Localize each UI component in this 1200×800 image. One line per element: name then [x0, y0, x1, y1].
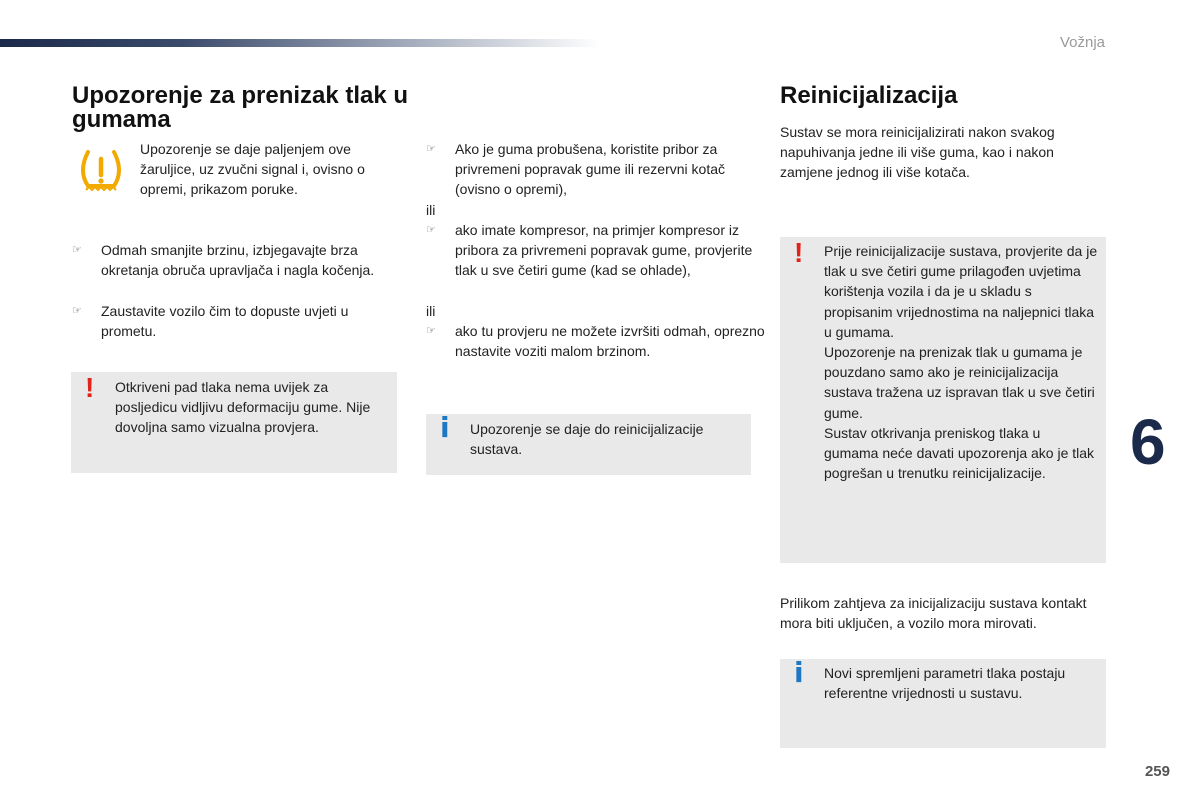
warning-paragraph: Prije reinicijalizacije sustava, provjerite da je tlak u sve četiri gume prilagođen uvjetima korištenja vozila i da je u skladu s propisanim vrijednostima na naljepnici tlaka u gumama. — [824, 243, 1098, 340]
exclamation-icon: ! — [794, 237, 804, 268]
bullet-text: Odmah smanjite brzinu, izbjegavajte brza okretanja obruča upravljača i nagla kočenja. — [101, 242, 375, 279]
info-icon: i — [794, 656, 804, 689]
right-section-title: Reinicijalizacija — [780, 82, 958, 109]
bullet-text: Ako je guma probušena, koristite pribor za privremeni popravak gume ili rezervni kotač (ovisno o opremi), — [455, 141, 725, 198]
list-item — [426, 139, 765, 200]
or-text: ili — [426, 303, 436, 319]
header-gradient-bar — [0, 39, 600, 47]
bullet-text: Zaustavite vozilo čim to dopuste uvjeti u prometu. — [101, 303, 349, 340]
list-item — [426, 220, 765, 281]
info-icon: i — [440, 411, 450, 444]
or-text: ili — [426, 202, 436, 218]
warning-note-text: Otkriveni pad tlaka nema uvijek za posljedicu vidljivu deformaciju gume. Nije dovoljna samo vizualna provjera. — [115, 379, 371, 436]
warning-note — [71, 372, 397, 473]
left-section-title: Upozorenje za prenizak tlak u gumama — [72, 82, 409, 133]
list-item — [72, 240, 401, 280]
warning-note-text — [824, 241, 1098, 483]
section-name: Vožnja — [1059, 34, 1105, 51]
info-note-text: Upozorenje se daje do reinicijalizacije sustava. — [470, 421, 704, 458]
left-intro-text: Upozorenje se daje paljenjem ove žaruljice, uz zvučni signal i, ovisno o opremi, prikazom poruke. — [140, 141, 365, 198]
exclamation-icon: ! — [85, 372, 95, 403]
warning-note — [780, 237, 1106, 563]
pointing-hand-bullet-icon: ☞ — [72, 244, 82, 256]
pointing-hand-bullet-icon: ☞ — [426, 224, 436, 236]
bullet-text: ako imate kompresor, na primjer kompresor iz pribora za privremeni popravak gume, provjerite tlak u sve četiri gume (kad se ohlade), — [455, 222, 753, 279]
chapter-number: 6 — [1130, 406, 1166, 478]
info-note-text: Novi spremljeni parametri tlaka postaju referentne vrijednosti u sustavu. — [824, 665, 1066, 702]
list-item — [426, 321, 765, 361]
warning-paragraph: Upozorenje na prenizak tlak u gumama je pouzdano samo ako je reinicijalizacija sustava tražena uz ispravan tlak u sve četiri gume. — [824, 344, 1095, 421]
list-item — [72, 301, 401, 341]
right-intro-text: Sustav se mora reinicijalizirati nakon svakog napuhivanja jedne ili više guma, kao i nakon zamjene jednog ili više kotača. — [780, 124, 1055, 181]
bullet-text: ako tu provjeru ne možete izvršiti odmah, oprezno nastavite voziti malom brzinom. — [455, 323, 765, 360]
pointing-hand-bullet-icon: ☞ — [72, 305, 82, 317]
info-note — [426, 411, 751, 475]
info-note — [780, 656, 1106, 748]
pointing-hand-bullet-icon: ☞ — [426, 143, 436, 155]
pointing-hand-bullet-icon: ☞ — [426, 325, 436, 337]
right-paragraph: Prilikom zahtjeva za inicijalizaciju sustava kontakt mora biti uključen, a vozilo mora mirovati. — [780, 595, 1087, 632]
page-number: 259 — [1144, 763, 1170, 780]
tyre-pressure-warning-icon — [76, 146, 126, 196]
warning-paragraph: Sustav otkrivanja preniskog tlaka u gumama neće davati upozorenja ako je tlak pogrešan u trenutku reinicijalizacije. — [824, 424, 1095, 482]
